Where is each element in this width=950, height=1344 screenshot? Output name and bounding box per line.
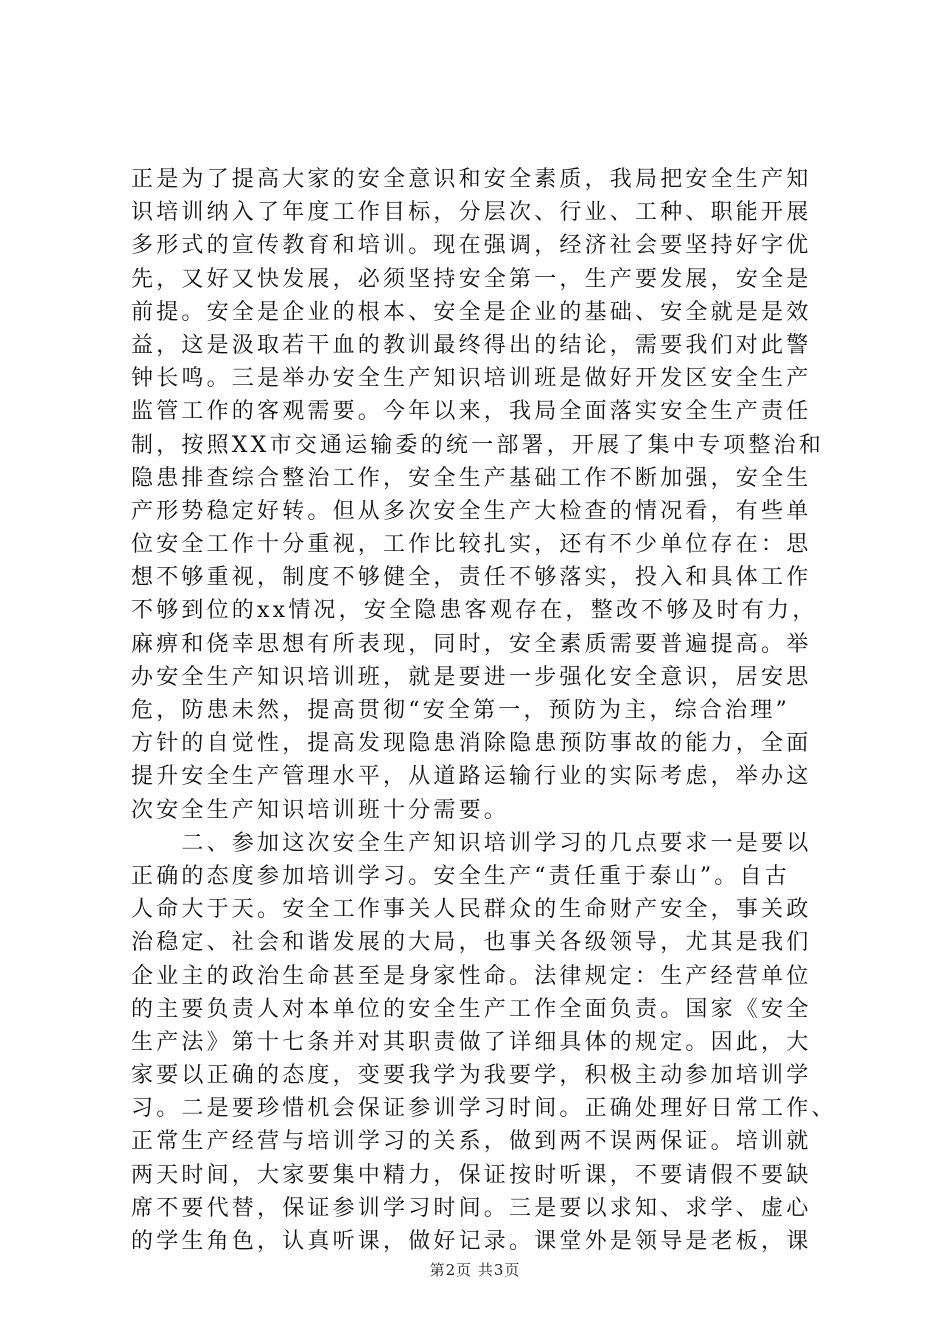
- text-line: 钟长鸣。三是举办安全生产知识培训班是做好开发区安全生产: [131, 366, 812, 392]
- text-line: 提升安全生产管理水平，从道路运输行业的实际考虑，举办这: [131, 764, 812, 790]
- text-line: 的学生角色，认真听课，做好记录。课堂外是领导是老板，课: [131, 1229, 812, 1254]
- text-line: 监管工作的客观需要。今年以来，我局全面落实安全生产责任: [131, 399, 812, 425]
- page-number-footer: 第2页 共3页: [429, 1261, 521, 1279]
- text-line: 先，又好又快发展，必须坚持安全第一，生产要发展，安全是: [131, 266, 812, 292]
- text-line: 多形式的宣传教育和培训。现在强调，经济社会要坚持好字优: [131, 233, 812, 259]
- text-line: 产形势稳定好转。但从多次安全生产大检查的情况看，有些单: [131, 498, 812, 524]
- text-line: 益，这是汲取若干血的教训最终得出的结论，需要我们对此警: [131, 332, 812, 358]
- text-line: 习。二是要珍惜机会保证参训学习时间。正确处理好日常工作、: [131, 1096, 837, 1122]
- text-line: 不够到位的xx情况，安全隐患客观存在，整改不够及时有力，: [131, 598, 818, 624]
- text-line: 正常生产经营与培训学习的关系，做到两不误两保证。培训就: [131, 1129, 812, 1155]
- text-line: 次安全生产知识培训班十分需要。: [131, 797, 510, 823]
- body-text: [131, 163, 851, 1258]
- text-line: 制，按照XX市交通运输委的统一部署，开展了集中专项整治和: [131, 432, 824, 458]
- text-line: 办安全生产知识培训班，就是要进一步强化安全意识，居安思: [131, 664, 812, 690]
- paragraph-start-line: 二、参加这次安全生产知识培训学习的几点要求一是要以: [131, 830, 812, 856]
- text-line: 生产法》第十七条并对其职责做了详细具体的规定。因此，大: [131, 1029, 812, 1055]
- text-line: 危，防患未然，提高贯彻“安全第一，预防为主，综合治理”: [131, 698, 790, 723]
- text-line: 治稳定、社会和谐发展的大局，也事关各级领导，尤其是我们: [131, 930, 812, 956]
- text-line: 位安全工作十分重视，工作比较扎实，还有不少单位存在：思: [131, 532, 812, 558]
- text-line: 企业主的政治生命甚至是身家性命。法律规定：生产经营单位: [131, 963, 812, 989]
- text-line: 麻痹和侥幸思想有所表现，同时，安全素质需要普遍提高。举: [131, 631, 812, 657]
- text-line: 人命大于天。安全工作事关人民群众的生命财产安全，事关政: [131, 897, 812, 923]
- text-line: 席不要代替，保证参训学习时间。三是要以求知、求学、虚心: [131, 1195, 812, 1221]
- text-line: 识培训纳入了年度工作目标，分层次、行业、工种、职能开展: [131, 200, 812, 226]
- text-line: 的主要负责人对本单位的安全生产工作全面负责。国家《安全: [131, 996, 812, 1022]
- text-line: 前提。安全是企业的根本、安全是企业的基础、安全就是是效: [131, 299, 812, 325]
- text-line: 正是为了提高大家的安全意识和安全素质，我局把安全生产知: [131, 167, 812, 192]
- text-line: 方针的自觉性，提高发现隐患消除隐患预防事故的能力，全面: [131, 731, 812, 757]
- text-line: 隐患排查综合整治工作，安全生产基础工作不断加强，安全生: [131, 465, 812, 491]
- text-line: 家要以正确的态度，变要我学为我要学，积极主动参加培训学: [131, 1063, 812, 1089]
- text-line: 正确的态度参加培训学习。安全生产“责任重于泰山”。自古: [131, 863, 790, 889]
- text-line: 想不够重视，制度不够健全，责任不够落实，投入和具体工作: [131, 565, 812, 591]
- text-line: 两天时间，大家要集中精力，保证按时听课，不要请假不要缺: [131, 1162, 812, 1188]
